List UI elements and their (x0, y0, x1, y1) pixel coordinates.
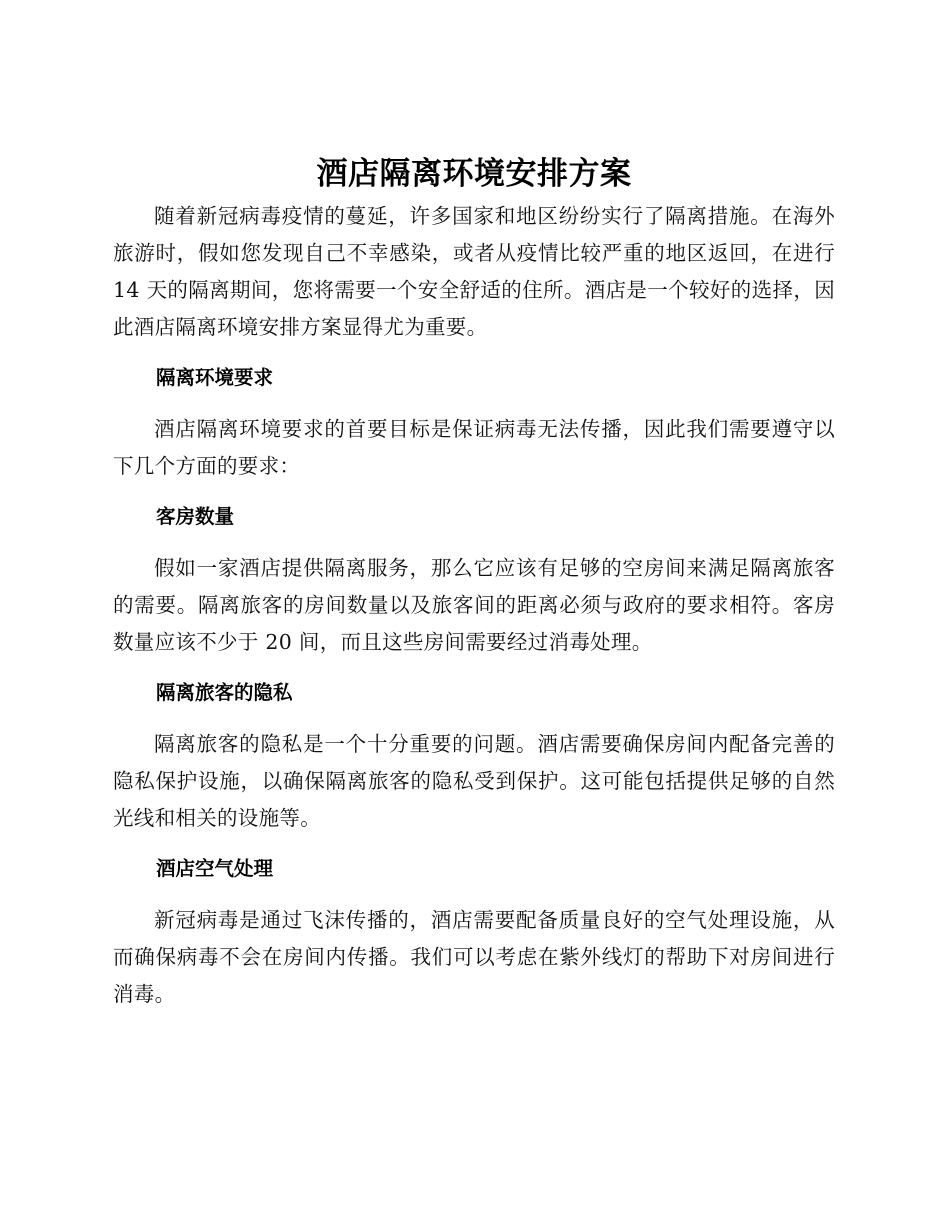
section-body-air-treatment: 新冠病毒是通过飞沫传播的，酒店需要配备质量良好的空气处理设施，从而确保病毒不会在房间内传播。我们可以考虑在紫外线灯的帮助下对房间进行消毒。 (113, 908, 835, 1006)
section-body-room-count: 假如一家酒店提供隔离服务，那么它应该有足够的空房间来满足隔离旅客的需要。隔离旅客的房间数量以及旅客间的距离必须与政府的要求相符。客房数量应该不少于 20 间，而且这些房间需要经过消毒处理。 (113, 556, 835, 654)
document-title: 酒店隔离环境安排方案 (316, 156, 632, 192)
section-body-isolation-requirements: 酒店隔离环境要求的首要目标是保证病毒无法传播，因此我们需要遵守以下几个方面的要求： (113, 417, 835, 478)
intro-paragraph: 随着新冠病毒疫情的蔓延，许多国家和地区纷纷实行了隔离措施。在海外旅游时，假如您发现自己不幸感染，或者从疫情比较严重的地区返回，在进行 14 天的隔离期间，您将需要一个安全舒适的住所。酒店是一个较好的选择，因此酒店隔离环境安排方案显得尤为重要。 (113, 204, 835, 339)
document-page (113, 150, 835, 1013)
section-body-guest-privacy: 隔离旅客的隐私是一个十分重要的问题。酒店需要确保房间内配备完善的隐私保护设施，以确保隔离旅客的隐私受到保护。这可能包括提供足够的自然光线和相关的设施等。 (113, 732, 835, 830)
section-heading-room-count: 客房数量 (156, 505, 235, 528)
section-heading-guest-privacy: 隔离旅客的隐私 (156, 681, 293, 704)
section-heading-air-treatment: 酒店空气处理 (156, 857, 274, 880)
section-heading-isolation-requirements: 隔离环境要求 (156, 366, 274, 389)
